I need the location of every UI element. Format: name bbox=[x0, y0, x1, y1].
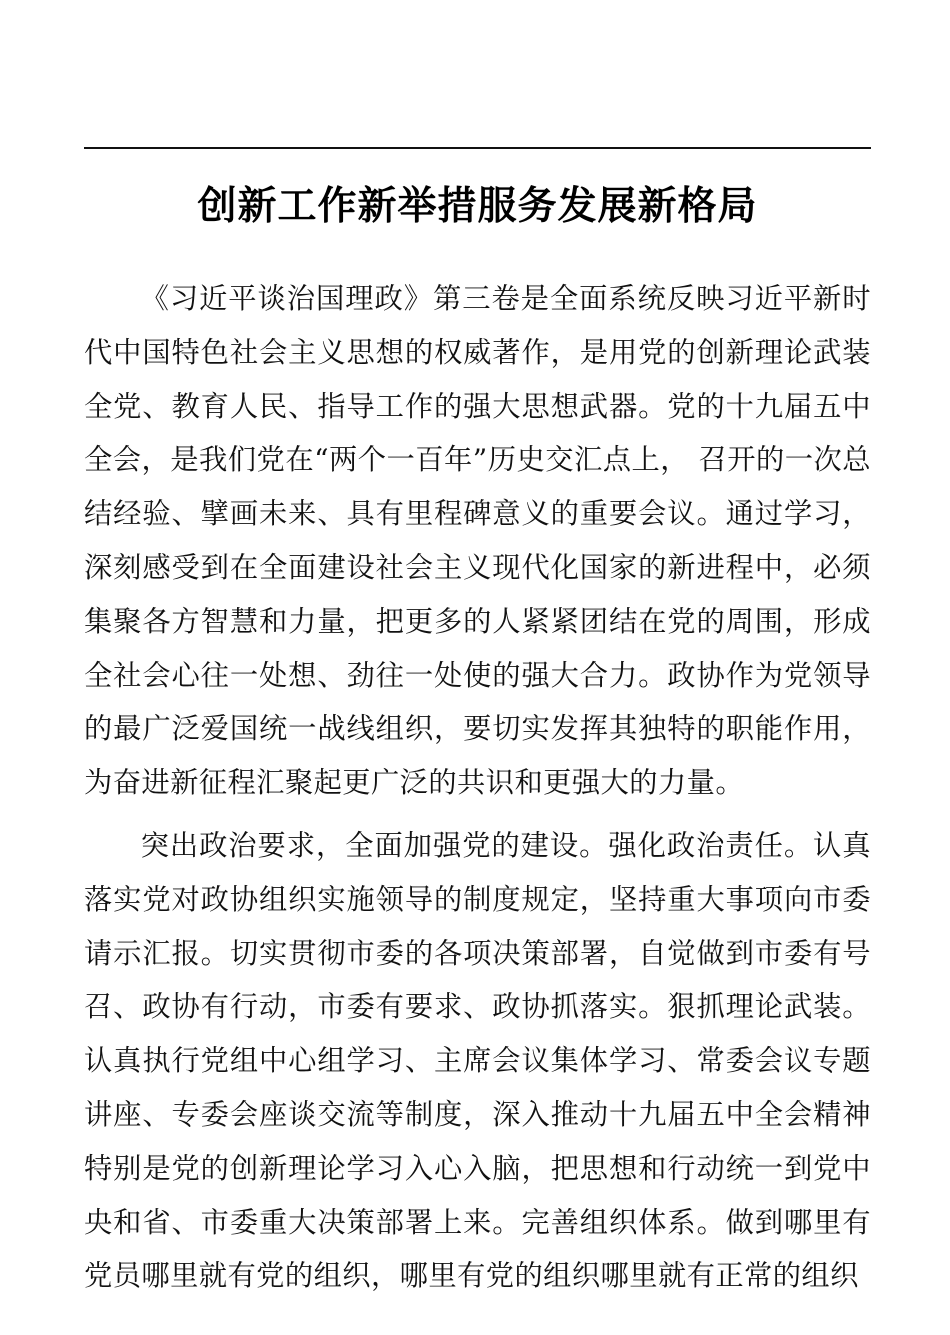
document-body bbox=[84, 272, 871, 1303]
header-rule bbox=[84, 147, 871, 149]
paragraph-2: 突出政治要求，全面加强党的建设。强化政治责任。认真落实党对政协组织实施领导的制度规定，坚持重大事项向市委请示汇报。切实贯彻市委的各项决策部署，自觉做到市委有号召、政协有行动，市委有要求、政协抓落实。狠抓理论武装。认真执行党组中心组学习、主席会议集体学习、常委会议专题讲座、专委会座谈交流等制度，深入推动十九届五中全会精神特别是党的创新理论学习入心入脑，把思想和行动统一到党中央和省、市委重大决策部署上来。完善组织体系。做到哪里有党员哪里就有党的组织，哪里有党的组织哪里就有正常的组织 bbox=[84, 828, 871, 1293]
paragraph-1: 《习近平谈治国理政》第三卷是全面系统反映习近平新时代中国特色社会主义思想的权威著作，是用党的创新理论武装全党、教育人民、指导工作的强大思想武器。党的十九届五中全会，是我们党在“两个一百年”历史交汇点上， 召开的一次总结经验、擘画未来、具有里程碑意义的重要会议。通过学习，深刻感受到在全面建设社会主义现代化国家的新进程中，必须集聚各方智慧和力量，把更多的人紧紧团结在党的周围，形成全社会心往一处想、劲往一处使的强大合力。政协作为党领导的最广泛爱国统一战线组织，要切实发挥其独特的职能作用，为奋进新征程汇聚起更广泛的共识和更强大的力量。 bbox=[84, 282, 871, 800]
document-title: 创新工作新举措服务发展新格局 bbox=[197, 183, 758, 229]
